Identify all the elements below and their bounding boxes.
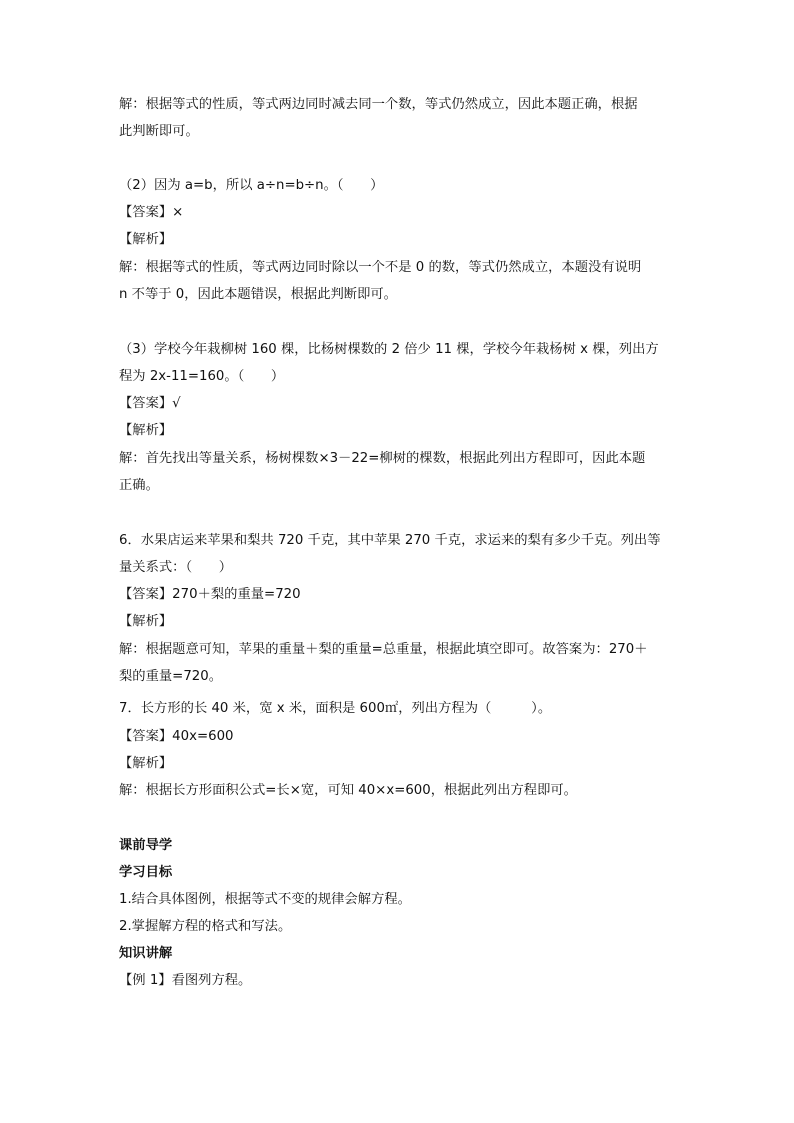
question-6: 6．水果店运来苹果和梨共 720 千克，其中苹果 270 千克，求运来的梨有多少千克。列出等: [119, 533, 661, 548]
question-3-3: （3）学校今年栽柳树 160 棵，比杨树棵数的 2 倍少 11 棵，学校今年栽杨树 x 棵，列出方: [119, 342, 659, 357]
example-label: 【例 1】看图列方程。: [119, 973, 252, 988]
answer-label: 【答案】40x=600: [119, 729, 234, 744]
text-line: 解：根据题意可知，苹果的重量＋梨的重量=总重量，根据此填空即可。故答案为：270＋: [119, 642, 648, 657]
text-line: 量关系式：（ ）: [119, 560, 233, 575]
section-heading: 知识讲解: [119, 946, 173, 961]
list-item: 1.结合具体图例，根据等式不变的规律会解方程。: [119, 892, 411, 907]
analysis-label: 【解析】: [119, 232, 173, 247]
analysis-label: 【解析】: [119, 423, 173, 438]
text-line: 解：首先找出等量关系，杨树棵数×3－22=柳树的棵数，根据此列出方程即可，因此本题: [119, 451, 646, 466]
section-heading: 学习目标: [119, 865, 173, 880]
answer-label: 【答案】√: [119, 396, 181, 411]
answer-label: 【答案】270＋梨的重量=720: [119, 587, 301, 602]
question-7: 7．长方形的长 40 米，宽 x 米，面积是 600㎡，列出方程为（ ）。: [119, 701, 552, 716]
analysis-label: 【解析】: [119, 614, 173, 629]
answer-label: 【答案】×: [119, 205, 184, 220]
text-line: n 不等于 0，因此本题错误，根据此判断即可。: [119, 287, 397, 302]
list-item: 2.掌握解方程的格式和写法。: [119, 919, 292, 934]
text-line: 此判断即可。: [119, 124, 199, 139]
question-3-2: （2）因为 a=b，所以 a÷n=b÷n。（ ）: [119, 178, 384, 193]
text-line: 梨的重量=720。: [119, 669, 223, 684]
text-line: 解：根据等式的性质，等式两边同时除以一个不是 0 的数，等式仍然成立，本题没有说明: [119, 260, 642, 275]
analysis-label: 【解析】: [119, 756, 173, 771]
text-line: 解：根据等式的性质，等式两边同时减去同一个数，等式仍然成立，因此本题正确，根据: [119, 97, 638, 112]
section-heading: 课前导学: [119, 838, 173, 853]
text-line: 程为 2x-11=160。（ ）: [119, 369, 285, 384]
text-line: 解：根据长方形面积公式=长×宽，可知 40×x=600，根据此列出方程即可。: [119, 783, 577, 798]
text-line: 正确。: [119, 478, 159, 493]
